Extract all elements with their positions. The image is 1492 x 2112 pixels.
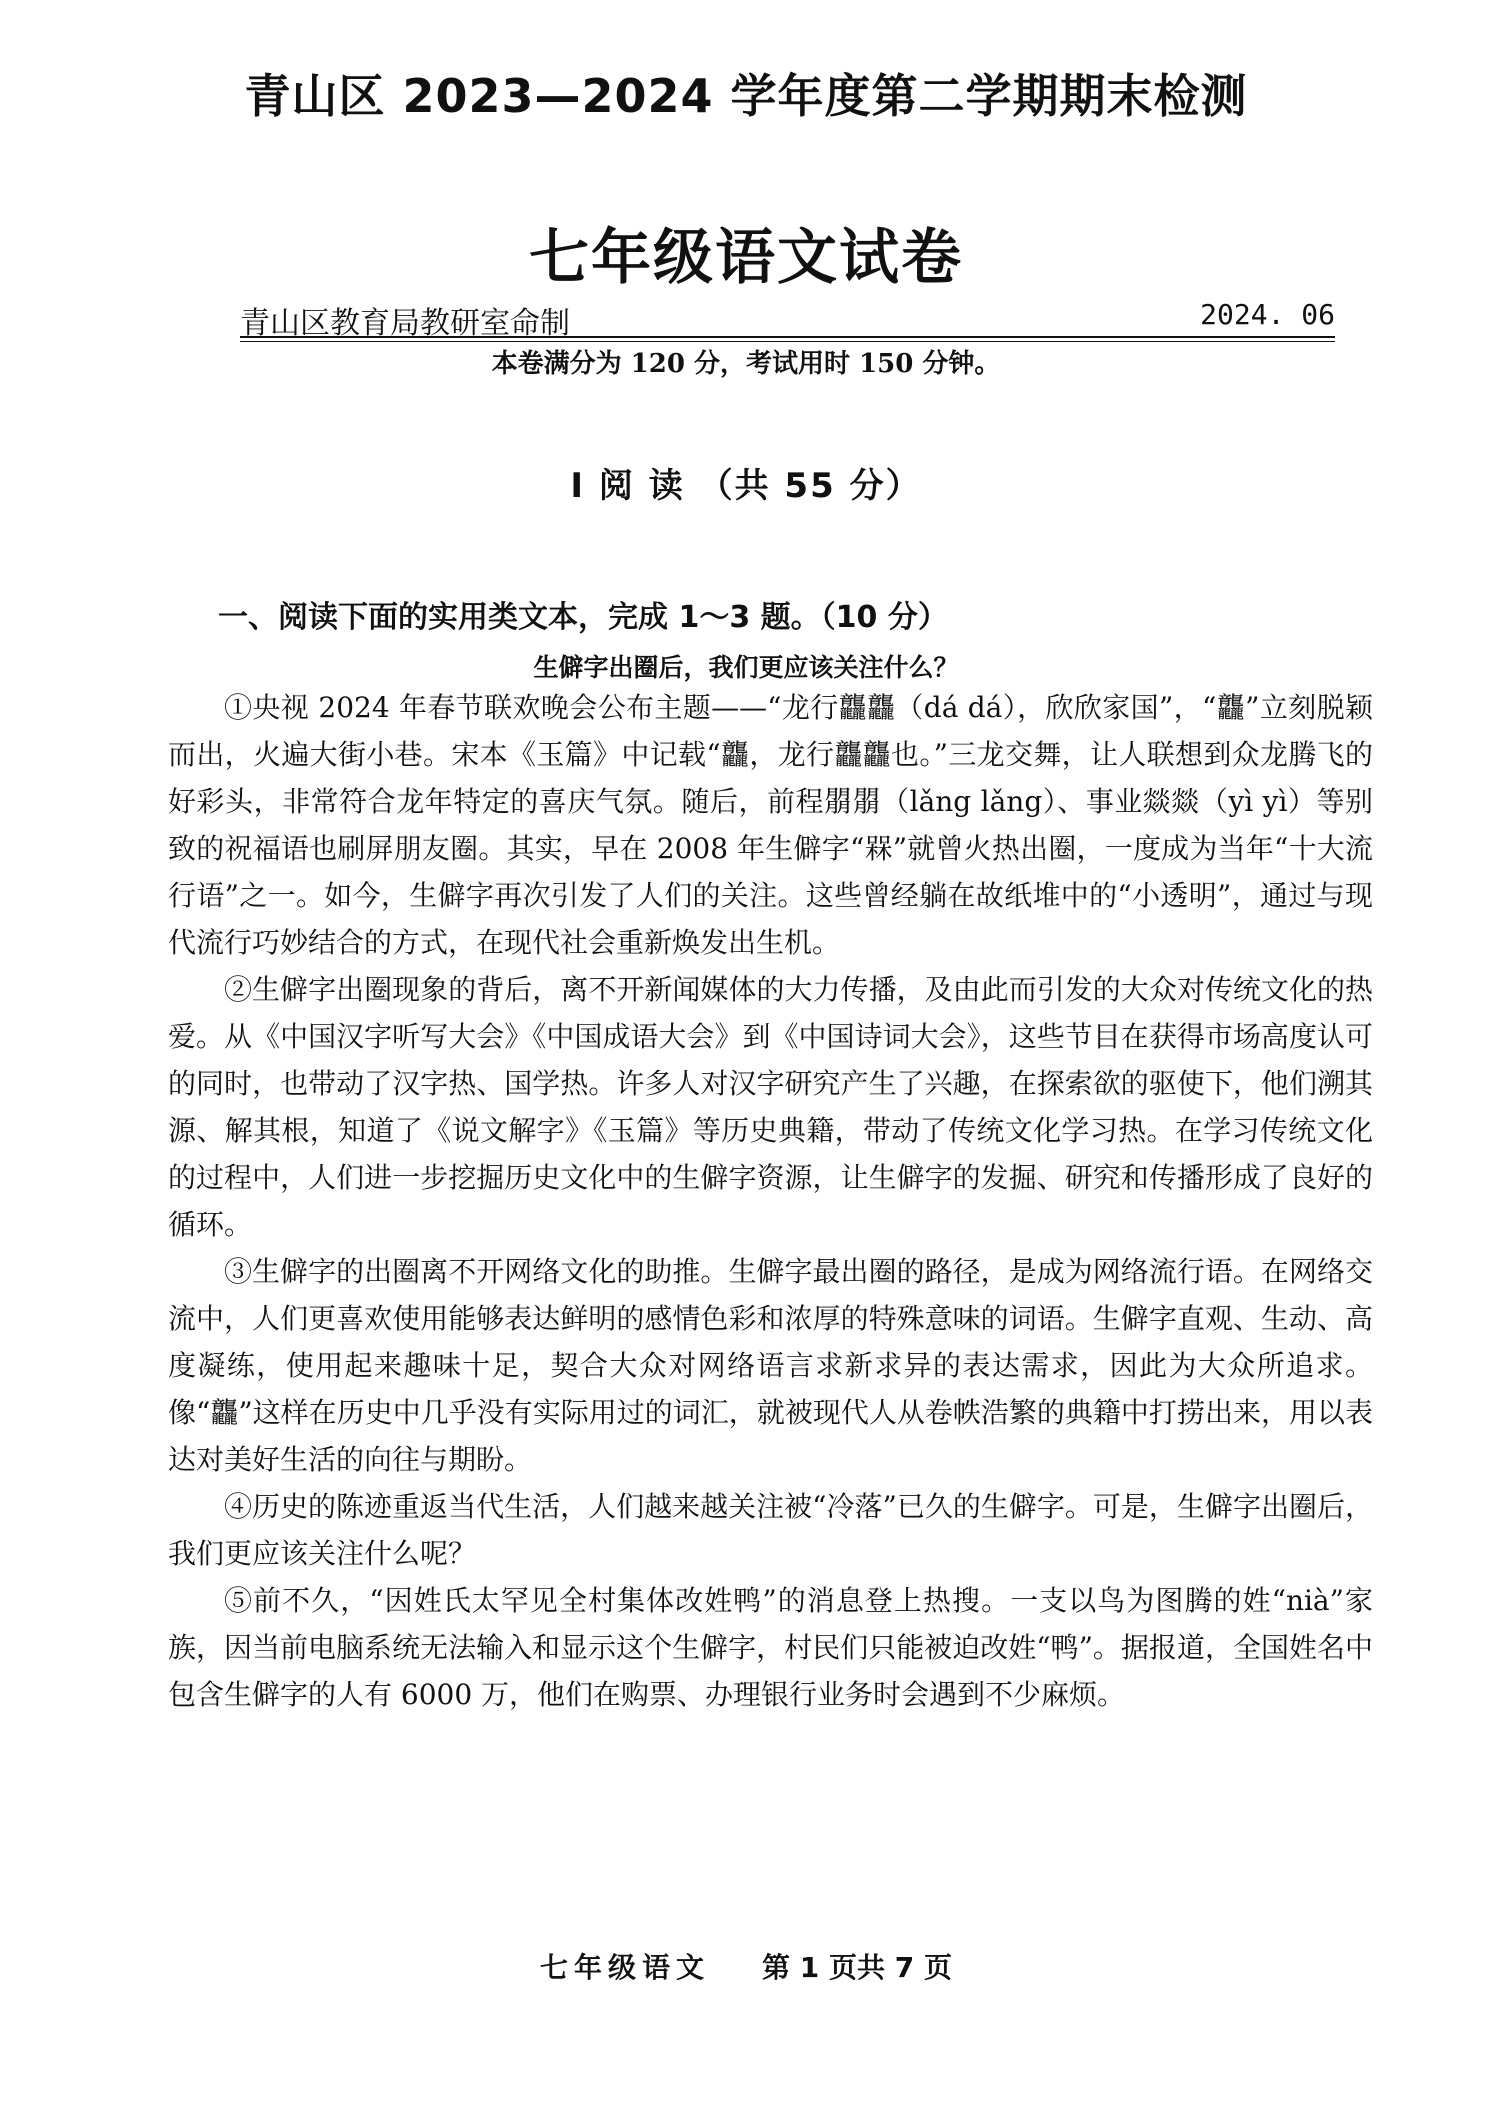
footer-subject: 七年级语文 <box>540 1951 711 1984</box>
passage-title: 生僻字出圈后，我们更应该关注什么？ <box>533 653 959 682</box>
exam-note: 本卷满分为 120 分，考试用时 150 分钟。 <box>491 349 1001 379</box>
header-rule-thin <box>240 341 1335 342</box>
exam-header: 青山区 2023—2024 学年度第二学期期末检测 <box>244 69 1248 123</box>
page-number: 第 1 页共 7 页 <box>762 1951 952 1984</box>
passage-body <box>168 684 1373 1718</box>
paragraph: ①央视 2024 年春节联欢晚会公布主题——“龙行龘龘（dá dá），欣欣家国”，“龘”立刻脱颖而出，火遍大街小巷。宋本《玉篇》中记载“龘，龙行龘龘也。”三龙交舞，让人联想到众龙腾飞的好彩头，非常符合龙年特定的喜庆气氛。随后，前程朤朤（lǎng lǎng）、事业燚燚（yì yì）等别致的祝福语也刷屏朋友圈。其实，早在 2008 年生僻字“槑”就曾火热出圈，一度成为当年“十大流行语”之一。如今，生僻字再次引发了人们的关注。这些曾经躺在故纸堆中的“小透明”，通过与现代流行巧妙结合的方式，在现代社会重新焕发出生机。 <box>168 691 1373 959</box>
paragraph: ②生僻字出圈现象的背后，离不开新闻媒体的大力传播，及由此而引发的大众对传统文化的热爱。从《中国汉字听写大会》《中国成语大会》到《中国诗词大会》，这些节目在获得市场高度认可的同时，也带动了汉字热、国学热。许多人对汉字研究产生了兴趣，在探索欲的驱使下，他们溯其源、解其根，知道了《说文解字》《玉篇》等历史典籍，带动了传统文化学习热。在学习传统文化的过程中，人们进一步挖掘历史文化中的生僻字资源，让生僻字的发掘、研究和传播形成了良好的循环。 <box>168 973 1373 1241</box>
page-footer <box>0 1946 1492 1986</box>
exam-date: 2024. 06 <box>1200 298 1335 331</box>
part-heading: I 阅 读 （共 55 分） <box>570 466 922 506</box>
exam-title: 七年级语文试卷 <box>529 223 963 293</box>
question-instruction: 一、阅读下面的实用类文本，完成 1～3 题。（10 分） <box>218 600 948 635</box>
paragraph: ③生僻字的出圈离不开网络文化的助推。生僻字最出圈的路径，是成为网络流行语。在网络交流中，人们更喜欢使用能够表达鲜明的感情色彩和浓厚的特殊意味的词语。生僻字直观、生动、高度凝练，使用起来趣味十足，契合大众对网络语言求新求异的表达需求，因此为大众所追求。像“龘”这样在历史中几乎没有实际用过的词汇，就被现代人从卷帙浩繁的典籍中打捞出来，用以表达对美好生活的向往与期盼。 <box>168 1255 1373 1476</box>
paragraph: ⑤前不久，“因姓氏太罕见全村集体改姓鸭”的消息登上热搜。一支以鸟为图腾的姓“nià”家族，因当前电脑系统无法输入和显示这个生僻字，村民们只能被迫改姓“鸭”。据报道，全国姓名中包含生僻字的人有 6000 万，他们在购票、办理银行业务时会遇到不少麻烦。 <box>168 1584 1373 1711</box>
issuer-text: 青山区教育局教研室命制 <box>240 306 570 341</box>
paragraph: ④历史的陈迹重返当代生活，人们越来越关注被“冷落”已久的生僻字。可是，生僻字出圈后，我们更应该关注什么呢？ <box>168 1490 1373 1570</box>
header-rule <box>240 336 1335 338</box>
meta-row <box>240 298 1335 341</box>
